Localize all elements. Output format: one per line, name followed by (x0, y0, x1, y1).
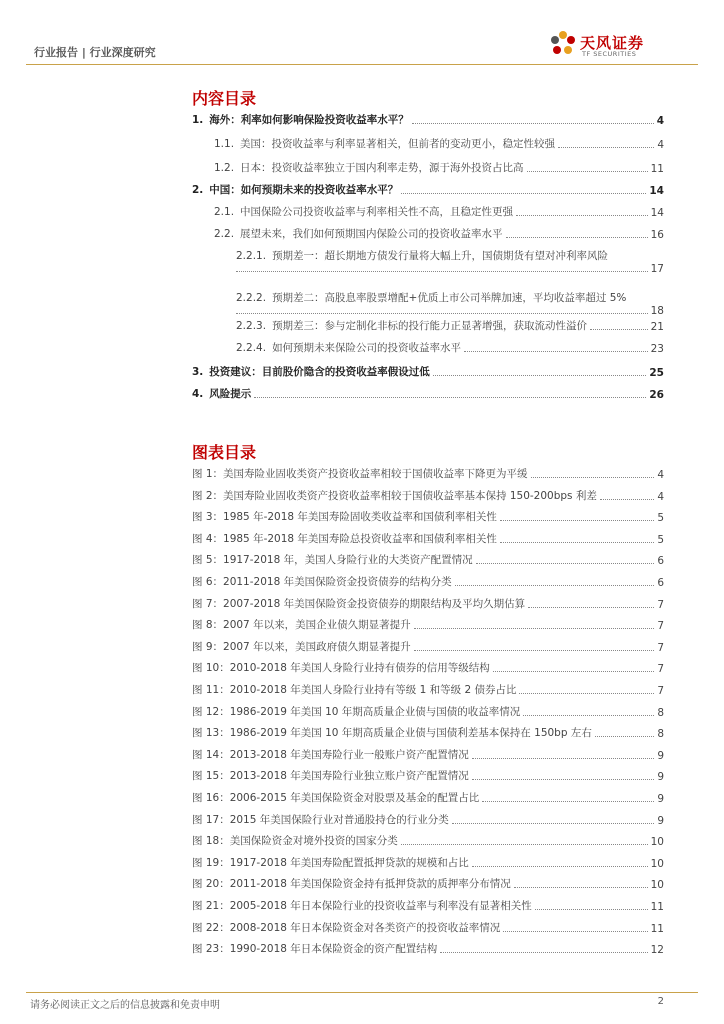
toc-entry-number: 1.1. (214, 138, 235, 150)
figure-entry[interactable] (192, 941, 664, 956)
toc-entry-page: 14 (650, 207, 664, 219)
figure-entry-label: 图 12：1986-2019 年美国 10 年期高质量企业债与国债的收益率情况 (192, 706, 521, 718)
leader-dots (455, 585, 655, 586)
figure-entry-label: 图 2：美国寿险业固收类资产投资收益率相较于国债收益率基本保持 150-200bps 利差 (192, 490, 597, 502)
figure-entry-page: 6 (657, 555, 664, 567)
leader-dots (590, 329, 648, 330)
header-breadcrumb: 行业报告 | 行业深度研究 (34, 46, 156, 59)
leader-dots (500, 542, 654, 543)
leader-dots (519, 693, 654, 694)
header-rule (26, 64, 698, 65)
figure-entry-page: 9 (657, 793, 664, 805)
figure-entry-label: 图 18：美国保险资金对境外投资的国家分类 (192, 835, 398, 847)
figure-entry-label: 图 4：1985 年-2018 年美国寿险总投资收益率和国债利率相关性 (192, 533, 497, 545)
toc-entry-label: 预期差一：超长期地方债发行量将大幅上升，国债期货有望对冲利率风险 (272, 250, 609, 262)
toc-entry[interactable] (236, 248, 664, 275)
page-number: 2 (657, 996, 664, 1007)
toc-entry-page: 21 (650, 321, 664, 333)
toc-entry-page: 16 (650, 229, 664, 241)
leader-dots (414, 650, 655, 651)
figures-title: 图表目录 (192, 443, 257, 462)
figure-entry[interactable] (192, 552, 664, 567)
figure-entry[interactable] (192, 466, 664, 481)
figure-entry[interactable] (192, 812, 664, 827)
leader-dots (531, 477, 655, 478)
toc-entry-page: 14 (649, 185, 664, 197)
figure-entry-page: 9 (657, 771, 664, 783)
figure-entry-page: 7 (657, 685, 664, 697)
figure-entry-page: 10 (650, 879, 664, 891)
figure-entry-label: 图 20：2011-2018 年美国保险资金持有抵押贷款的质押率分布情况 (192, 878, 511, 890)
toc-entry-number: 1. (192, 114, 204, 126)
figure-entry-page: 8 (657, 728, 664, 740)
toc-entry-label: 预期差三：参与定制化非标的投行能力正显著增强，获取流动性溢价 (272, 320, 588, 332)
toc-title: 内容目录 (192, 89, 257, 108)
logo-name-cn: 天风证券 (580, 34, 645, 52)
figure-entry-label: 图 16：2006-2015 年美国保险资金对股票及基金的配置占比 (192, 792, 480, 804)
leader-dots (464, 351, 648, 352)
figure-entry-page: 7 (657, 620, 664, 632)
toc-entry-label: 展望未来，我们如何预期国内保险公司的投资收益率水平 (240, 228, 503, 240)
leader-dots (523, 715, 654, 716)
figure-entry-page: 7 (657, 663, 664, 675)
leader-dots (527, 171, 648, 172)
figure-entry-page: 10 (650, 836, 664, 848)
figure-entry-label: 图 11：2010-2018 年美国人身险行业持有等级 1 和等级 2 债券占比 (192, 684, 517, 696)
toc-entry-number: 1.2. (214, 162, 235, 174)
figure-entry[interactable] (192, 725, 664, 740)
toc-entry-number: 2.1. (214, 206, 235, 218)
figure-entry-page: 4 (657, 491, 664, 503)
leader-dots (412, 123, 654, 124)
toc-entry-number: 3. (192, 366, 204, 378)
leader-dots (503, 931, 647, 932)
toc-entry-page: 23 (650, 343, 664, 355)
figure-entry[interactable] (192, 768, 664, 783)
toc-entry-page: 18 (650, 305, 664, 317)
toc-entry-label: 投资建议：目前股价隐含的投资收益率假设过低 (209, 366, 430, 378)
figure-entry-page: 11 (650, 901, 664, 913)
toc-entry-number: 2.2.1. (236, 250, 267, 262)
flower-logo-icon (548, 28, 578, 58)
figure-entry[interactable] (192, 639, 664, 654)
page-header (26, 28, 698, 62)
toc-entry-label: 风险提示 (209, 388, 252, 400)
leader-dots (500, 520, 654, 521)
figure-entry-label: 图 5：1917-2018 年，美国人身险行业的大类资产配置情况 (192, 554, 473, 566)
toc-entry[interactable] (236, 290, 664, 317)
leader-dots (595, 736, 654, 737)
figure-entry-page: 7 (657, 599, 664, 611)
figure-entry-page: 10 (650, 858, 664, 870)
figure-entry[interactable] (192, 920, 664, 935)
toc-entry-label: 中国：如何预期未来的投资收益率水平？ (209, 184, 399, 196)
figure-entry[interactable] (192, 574, 664, 589)
figure-entry[interactable] (192, 596, 664, 611)
toc-entry-number: 2.2. (214, 228, 235, 240)
leader-dots (440, 952, 647, 953)
figure-entry[interactable] (192, 898, 664, 913)
toc-entry-page: 17 (650, 263, 664, 275)
figure-entry-label: 图 23：1990-2018 年日本保险资金的资产配置结构 (192, 943, 438, 955)
figure-entry-page: 5 (657, 534, 664, 546)
figure-entry-page: 6 (657, 577, 664, 589)
toc-entry[interactable] (214, 204, 664, 219)
figure-entry-label: 图 3：1985 年-2018 年美国寿险固收类收益率和国债利率相关性 (192, 511, 497, 523)
footer-rule (26, 992, 698, 993)
toc-entry[interactable] (192, 112, 664, 127)
toc-entry-label: 如何预期未来保险公司的投资收益率水平 (272, 342, 462, 354)
toc-entry-number: 2. (192, 184, 204, 196)
leader-dots (414, 628, 655, 629)
toc-entry-number: 2.2.4. (236, 342, 267, 354)
toc-entry-number: 2.2.2. (236, 292, 267, 304)
figure-entry-label: 图 7：2007-2018 年美国保险资金投资债券的期限结构及平均久期估算 (192, 598, 526, 610)
toc-entry[interactable] (192, 364, 664, 379)
company-logo (538, 28, 698, 62)
leader-dots (401, 193, 646, 194)
figure-entry[interactable] (192, 855, 664, 870)
leader-dots (254, 397, 646, 398)
figure-entry-label: 图 9：2007 年以来，美国政府债久期显著提升 (192, 641, 411, 653)
figure-entry[interactable] (192, 488, 664, 503)
figure-entry[interactable] (192, 747, 664, 762)
toc-entry-label: 海外：利率如何影响保险投资收益率水平？ (209, 114, 409, 126)
leader-dots (236, 271, 648, 272)
toc-entry[interactable] (214, 160, 664, 175)
leader-dots (401, 844, 648, 845)
figure-entry-label: 图 15：2013-2018 年美国寿险行业独立账户资产配置情况 (192, 770, 469, 782)
figure-entry[interactable] (192, 704, 664, 719)
toc-entry-page: 11 (650, 163, 664, 175)
toc-entry[interactable] (236, 318, 664, 333)
toc-entry-number: 4. (192, 388, 204, 400)
toc-entry[interactable] (192, 182, 664, 197)
toc-entry-page: 4 (656, 115, 664, 127)
figure-entry-page: 9 (657, 750, 664, 762)
leader-dots (472, 758, 655, 759)
leader-dots (433, 375, 647, 376)
toc-entry-number: 2.2.3. (236, 320, 267, 332)
figure-entry[interactable] (192, 660, 664, 675)
figure-entry-label: 图 8：2007 年以来，美国企业债久期显著提升 (192, 619, 411, 631)
toc-entry[interactable] (214, 136, 664, 151)
toc-entry-label: 美国：投资收益率与利率显著相关，但前者的变动更小，稳定性较强 (240, 138, 556, 150)
figure-entry-label: 图 10：2010-2018 年美国人身险行业持有债券的信用等级结构 (192, 662, 490, 674)
figure-entry[interactable] (192, 617, 664, 632)
figure-entry-page: 9 (657, 815, 664, 827)
figure-entry-page: 5 (657, 512, 664, 524)
leader-dots (600, 499, 654, 500)
figure-entry-label: 图 1：美国寿险业固收类资产投资收益率相较于国债收益率下降更为平缓 (192, 468, 528, 480)
figure-entry[interactable] (192, 876, 664, 891)
figure-entry-page: 12 (650, 944, 664, 956)
figure-entry[interactable] (192, 682, 664, 697)
figure-entry-label: 图 22：2008-2018 年日本保险资金对各类资产的投资收益率情况 (192, 922, 501, 934)
figure-entry[interactable] (192, 833, 664, 848)
figure-entry[interactable] (192, 531, 664, 546)
toc-entry-page: 4 (657, 139, 664, 151)
figure-entry-label: 图 14：2013-2018 年美国寿险行业一般账户资产配置情况 (192, 749, 469, 761)
toc-entry-page: 25 (649, 367, 664, 379)
figure-entry-page: 4 (657, 469, 664, 481)
figure-entry[interactable] (192, 790, 664, 805)
toc-entry[interactable] (236, 340, 664, 355)
toc-entry-label: 中国保险公司投资收益率与利率相关性不高，且稳定性更强 (240, 206, 514, 218)
figure-entry-label: 图 21：2005-2018 年日本保险行业的投资收益率与利率没有显著相关性 (192, 900, 532, 912)
leader-dots (236, 313, 648, 314)
figure-entry-label: 图 13：1986-2019 年美国 10 年期高质量企业债与国债利差基本保持在 150bp 左右 (192, 727, 592, 739)
leader-dots (506, 237, 648, 238)
leader-dots (514, 887, 648, 888)
figure-entry-label: 图 19：1917-2018 年美国寿险配置抵押贷款的规模和占比 (192, 857, 469, 869)
leader-dots (558, 147, 654, 148)
toc-entry[interactable] (214, 226, 664, 241)
leader-dots (472, 866, 648, 867)
figure-entry-label: 图 6：2011-2018 年美国保险资金投资债券的结构分类 (192, 576, 452, 588)
leader-dots (493, 671, 655, 672)
leader-dots (535, 909, 648, 910)
toc-entry-label: 预期差二：高股息率股票增配+优质上市公司举牌加速，平均收益率超过 5% (272, 292, 627, 304)
figure-entry-page: 7 (657, 642, 664, 654)
leader-dots (516, 215, 648, 216)
footer-disclaimer: 请务必阅读正文之后的信息披露和免责申明 (30, 1000, 220, 1011)
logo-name-en: TF SECURITIES (582, 50, 637, 58)
toc-entry[interactable] (192, 386, 664, 401)
figure-entry[interactable] (192, 509, 664, 524)
toc-entry-page: 26 (649, 389, 664, 401)
figure-entry-page: 8 (657, 707, 664, 719)
leader-dots (476, 563, 655, 564)
figure-entry-page: 11 (650, 923, 664, 935)
toc-entry-label: 日本：投资收益率独立于国内利率走势，源于海外投资占比高 (240, 162, 524, 174)
leader-dots (452, 823, 655, 824)
leader-dots (472, 779, 655, 780)
leader-dots (528, 607, 654, 608)
figure-entry-label: 图 17：2015 年美国保险行业对普通股持仓的行业分类 (192, 814, 449, 826)
leader-dots (482, 801, 654, 802)
